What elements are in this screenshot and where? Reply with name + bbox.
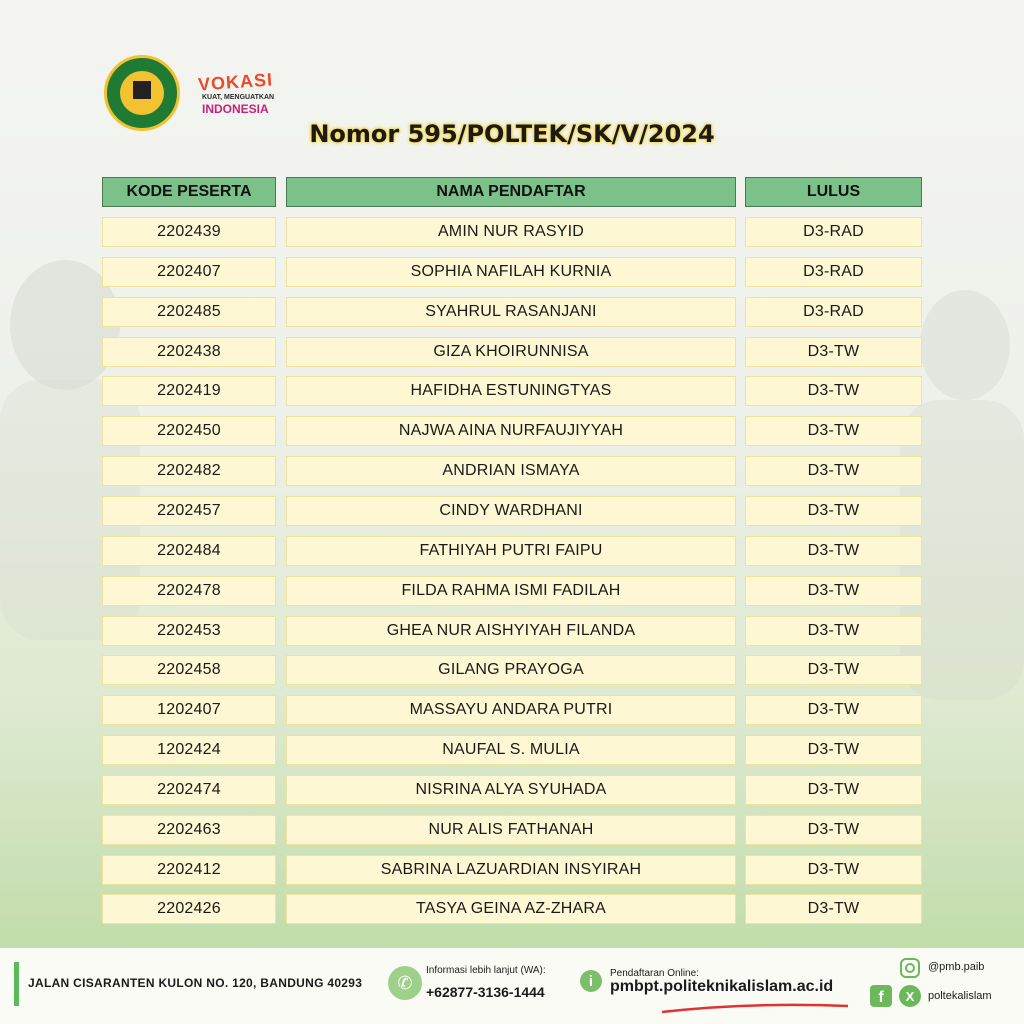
page-title: Nomor 595/POLTEK/SK/V/2024 xyxy=(309,120,715,148)
cell-lulus: D3-TW xyxy=(745,735,922,765)
cell-nama-pendaftar: NAJWA AINA NURFAUJIYYAH xyxy=(286,416,736,446)
cell-nama-pendaftar: ANDRIAN ISMAYA xyxy=(286,456,736,486)
table-row xyxy=(0,337,1024,367)
cell-nama-pendaftar: GIZA KHOIRUNNISA xyxy=(286,337,736,367)
cell-lulus: D3-TW xyxy=(745,536,922,566)
registration-label: Pendaftaran Online: xyxy=(610,968,699,979)
vokasi-logo-line2: KUAT, MENGUATKAN xyxy=(202,94,275,101)
social-handle[interactable]: poltekalislam xyxy=(928,990,992,1002)
cell-kode-peserta: 2202463 xyxy=(102,815,276,845)
cell-lulus: D3-TW xyxy=(745,695,922,725)
column-header-nama: NAMA PENDAFTAR xyxy=(286,177,736,207)
swoosh-decoration xyxy=(660,1000,850,1014)
table-row xyxy=(0,576,1024,606)
table-row xyxy=(0,894,1024,924)
cell-nama-pendaftar: MASSAYU ANDARA PUTRI xyxy=(286,695,736,725)
facebook-icon[interactable]: f xyxy=(870,985,892,1007)
table-row xyxy=(0,616,1024,646)
cell-nama-pendaftar: TASYA GEINA AZ-ZHARA xyxy=(286,894,736,924)
column-header-lulus: LULUS xyxy=(745,177,922,207)
cell-lulus: D3-TW xyxy=(745,337,922,367)
cell-nama-pendaftar: SOPHIA NAFILAH KURNIA xyxy=(286,257,736,287)
cell-nama-pendaftar: HAFIDHA ESTUNINGTYAS xyxy=(286,376,736,406)
cell-kode-peserta: 2202439 xyxy=(102,217,276,247)
cell-lulus: D3-TW xyxy=(745,855,922,885)
cell-lulus: D3-TW xyxy=(745,655,922,685)
table-row xyxy=(0,775,1024,805)
cell-nama-pendaftar: NAUFAL S. MULIA xyxy=(286,735,736,765)
cell-lulus: D3-TW xyxy=(745,416,922,446)
cell-kode-peserta: 2202484 xyxy=(102,536,276,566)
cell-lulus: D3-TW xyxy=(745,496,922,526)
registration-link[interactable]: pmbpt.politeknikalislam.ac.id xyxy=(610,978,834,995)
cell-lulus: D3-RAD xyxy=(745,297,922,327)
cell-nama-pendaftar: CINDY WARDHANI xyxy=(286,496,736,526)
footer-accent-bar xyxy=(14,962,19,1006)
cell-nama-pendaftar: GHEA NUR AISHYIYAH FILANDA xyxy=(286,616,736,646)
table-row xyxy=(0,496,1024,526)
table-row xyxy=(0,217,1024,247)
cell-kode-peserta: 2202482 xyxy=(102,456,276,486)
table-row xyxy=(0,297,1024,327)
cell-kode-peserta: 1202407 xyxy=(102,695,276,725)
column-header-kode: KODE PESERTA xyxy=(102,177,276,207)
table-row xyxy=(0,456,1024,486)
cell-lulus: D3-TW xyxy=(745,894,922,924)
cell-nama-pendaftar: NUR ALIS FATHANAH xyxy=(286,815,736,845)
cell-kode-peserta: 2202478 xyxy=(102,576,276,606)
footer-address: JALAN CISARANTEN KULON NO. 120, BANDUNG 40293 xyxy=(28,976,363,990)
vokasi-logo-line1: VOKASI xyxy=(197,69,274,95)
instagram-icon[interactable] xyxy=(900,958,920,978)
cell-kode-peserta: 2202450 xyxy=(102,416,276,446)
whatsapp-number[interactable]: +62877-3136-1444 xyxy=(426,984,545,1000)
cell-lulus: D3-TW xyxy=(745,376,922,406)
cell-kode-peserta: 2202458 xyxy=(102,655,276,685)
cell-lulus: D3-TW xyxy=(745,456,922,486)
cell-lulus: D3-TW xyxy=(745,576,922,606)
x-icon[interactable]: X xyxy=(899,985,921,1007)
cell-nama-pendaftar: AMIN NUR RASYID xyxy=(286,217,736,247)
cell-lulus: D3-TW xyxy=(745,775,922,805)
cell-kode-peserta: 2202419 xyxy=(102,376,276,406)
vokasi-logo-line3: INDONESIA xyxy=(202,102,269,116)
cell-nama-pendaftar: SABRINA LAZUARDIAN INSYIRAH xyxy=(286,855,736,885)
cell-lulus: D3-TW xyxy=(745,815,922,845)
table-row xyxy=(0,655,1024,685)
cell-kode-peserta: 2202426 xyxy=(102,894,276,924)
cell-kode-peserta: 2202407 xyxy=(102,257,276,287)
cell-lulus: D3-TW xyxy=(745,616,922,646)
instagram-handle[interactable]: @pmb.paib xyxy=(928,961,985,973)
cell-nama-pendaftar: GILANG PRAYOGA xyxy=(286,655,736,685)
cell-kode-peserta: 1202424 xyxy=(102,735,276,765)
table-row xyxy=(0,695,1024,725)
vokasi-logo xyxy=(198,68,282,118)
cell-kode-peserta: 2202412 xyxy=(102,855,276,885)
table-row xyxy=(0,815,1024,845)
table-row xyxy=(0,416,1024,446)
cell-kode-peserta: 2202438 xyxy=(102,337,276,367)
info-icon: i xyxy=(580,970,602,992)
cell-lulus: D3-RAD xyxy=(745,217,922,247)
cell-kode-peserta: 2202485 xyxy=(102,297,276,327)
cell-lulus: D3-RAD xyxy=(745,257,922,287)
table-row xyxy=(0,376,1024,406)
table-row xyxy=(0,257,1024,287)
cell-nama-pendaftar: FATHIYAH PUTRI FAIPU xyxy=(286,536,736,566)
cell-kode-peserta: 2202474 xyxy=(102,775,276,805)
cell-kode-peserta: 2202457 xyxy=(102,496,276,526)
table-row xyxy=(0,735,1024,765)
whatsapp-icon: ✆ xyxy=(388,966,422,1000)
table-row xyxy=(0,536,1024,566)
cell-nama-pendaftar: SYAHRUL RASANJANI xyxy=(286,297,736,327)
cell-kode-peserta: 2202453 xyxy=(102,616,276,646)
whatsapp-label: Informasi lebih lanjut (WA): xyxy=(426,965,546,976)
cell-nama-pendaftar: FILDA RAHMA ISMI FADILAH xyxy=(286,576,736,606)
table-row xyxy=(0,855,1024,885)
cell-nama-pendaftar: NISRINA ALYA SYUHADA xyxy=(286,775,736,805)
